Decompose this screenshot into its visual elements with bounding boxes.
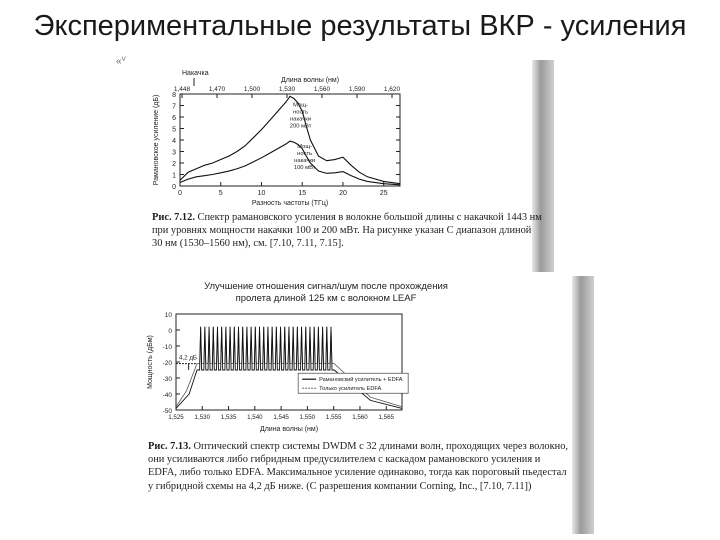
dwdm-spectrum-chart xyxy=(142,306,424,438)
page-binding-shadow xyxy=(572,276,594,534)
caption-text: Спектр рамановского усиления в волокне большой длины с накачкой 1443 нм при уровнях мощности накачки 100 и 200 мВт. На рисунке указан С диапазон длиной 30 нм (1530–1560 нм), см. [7.10, 7.11, 7.15]. xyxy=(152,212,542,250)
series-label: накачки xyxy=(290,116,312,123)
chart2-title xyxy=(176,281,476,305)
x-tick-label: 10 xyxy=(257,190,266,197)
y-tick-label: 6 xyxy=(172,115,176,122)
slide-title: Экспериментальные результаты ВКР - усиления xyxy=(33,10,687,42)
series-label: ность xyxy=(297,151,313,158)
figure-7-13-caption xyxy=(148,440,570,493)
y-tick-label: 8 xyxy=(172,92,176,99)
y-tick-label: 10 xyxy=(164,312,172,319)
y-tick-label: 2 xyxy=(172,161,176,168)
series-label: накачки xyxy=(294,158,316,165)
y-tick-label: -40 xyxy=(162,392,172,399)
top-tick-label: 1,620 xyxy=(383,86,401,93)
chart2-title-line: Улучшение отношения сигнал/шум после прохождения xyxy=(204,281,448,292)
delta-label: 4,2 дБ xyxy=(179,354,197,362)
x-tick-label: 1,550 xyxy=(299,414,316,421)
scan-mark: «ⱽ xyxy=(116,56,126,67)
top-axis-title: Длина волны (нм) xyxy=(280,77,340,84)
top-tick-label: 1,560 xyxy=(313,86,331,93)
caption-text: Оптический спектр системы DWDM с 32 длинами волн, проходящих через волокно, они усиливаются либо гибридным предусилителем с каскадом рамановского усиления и EDFA, либо только EDFA. Максимальное усиление одинаково, тогда как пороговый пьедестал у гибридной схемы на 4,2 дБ ниже. (С разрешения компании Corning, Inc., [7.10, 7.11]) xyxy=(148,441,569,492)
series-label: 100 мВт xyxy=(293,165,316,172)
y-tick-label: 0 xyxy=(168,328,172,335)
series-label: ность xyxy=(293,109,309,116)
x-tick-label: 1,530 xyxy=(194,414,211,421)
x-tick-label: 1,565 xyxy=(378,414,394,421)
x-tick-label: 20 xyxy=(339,190,347,197)
series-label: Мощ- xyxy=(293,102,309,109)
legend-entry: Рамановский усилитель + EDFA xyxy=(319,377,403,384)
y-axis-label: Мощность (дБм) xyxy=(147,335,154,389)
y-tick-label: 3 xyxy=(172,149,176,157)
top-tick-label: 1,530 xyxy=(278,86,296,93)
x-tick-label: 25 xyxy=(379,190,388,197)
y-tick-label: -50 xyxy=(162,408,172,415)
y-tick-label: 0 xyxy=(172,184,176,191)
top-tick-label: 1,590 xyxy=(348,86,366,93)
series-label: Мощ- xyxy=(297,144,313,151)
caption-label: Рис. 7.12. xyxy=(152,212,195,223)
top-tick-label: 1,448 xyxy=(173,86,191,93)
x-tick-label: 15 xyxy=(298,190,307,197)
chart2-title-line: пролета длиной 125 км с волокном LEAF xyxy=(235,293,417,304)
x-tick-label: 1,535 xyxy=(220,414,237,421)
caption-label: Рис. 7.13. xyxy=(148,441,191,452)
pump-label: Накачка xyxy=(182,70,209,77)
x-tick-label: 0 xyxy=(178,190,182,197)
y-tick-label: -30 xyxy=(162,376,172,383)
top-tick-label: 1,500 xyxy=(243,86,261,93)
hybrid-trace xyxy=(176,327,402,409)
series-label: 200 мВт xyxy=(289,123,312,130)
y-tick-label: 5 xyxy=(172,126,176,134)
y-tick-label: 1 xyxy=(172,172,176,180)
y-tick-label: 7 xyxy=(172,103,176,111)
y-tick-label: -20 xyxy=(162,360,172,367)
top-tick-label: 1,470 xyxy=(208,86,226,93)
series-line-0 xyxy=(180,96,400,183)
legend-entry: Только усилитель EDFA xyxy=(319,386,382,393)
y-axis-label: Рамановское усиление (дБ) xyxy=(153,94,160,186)
x-axis-label: Разность частоты (ТГц) xyxy=(251,200,329,207)
x-tick-label: 1,540 xyxy=(247,414,263,421)
x-tick-label: 1,555 xyxy=(325,414,342,421)
raman-gain-chart xyxy=(150,64,410,210)
plot-frame xyxy=(180,94,400,186)
y-tick-label: 4 xyxy=(172,138,176,145)
x-tick-label: 1,560 xyxy=(352,414,368,421)
x-tick-label: 1,525 xyxy=(168,414,184,421)
figure-7-12-caption xyxy=(152,211,542,251)
x-axis-label: Длина волны (нм) xyxy=(259,426,319,433)
x-tick-label: 1,545 xyxy=(273,414,289,421)
y-tick-label: -10 xyxy=(162,344,172,351)
x-tick-label: 5 xyxy=(218,190,223,197)
